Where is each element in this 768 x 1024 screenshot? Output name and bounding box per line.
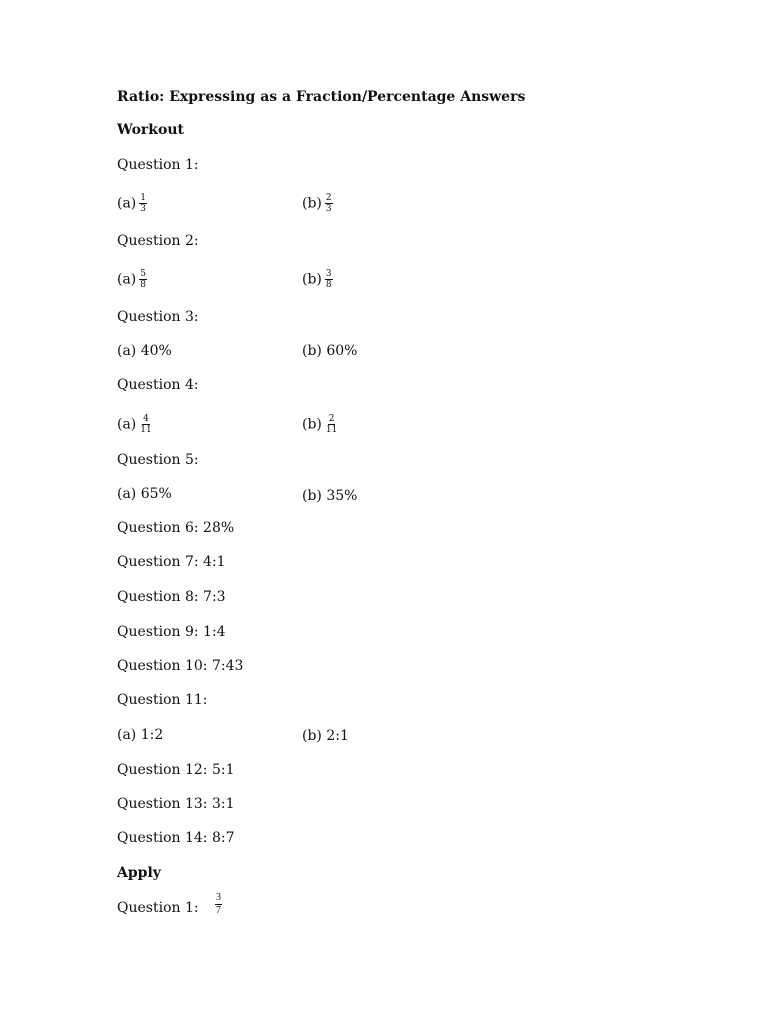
fraction-numerator: 2 (325, 193, 332, 203)
fraction (139, 414, 152, 435)
fraction-denominator: 7 (216, 905, 221, 916)
fraction-denominator: 3 (140, 204, 147, 214)
question-11-answer-b: (b) 2:1 (302, 728, 349, 744)
question-2-answer-a (117, 269, 147, 290)
page-title: Ratio: Expressing as a Fraction/Percentage Answers (117, 89, 526, 105)
question-5-answer-b: (b) 35% (302, 488, 358, 504)
question-1-answer-b (302, 193, 333, 214)
question-1-answer-a (117, 193, 147, 214)
fraction-numerator: 4 (143, 414, 149, 424)
fraction-denominator: 11 (325, 425, 338, 435)
question-5-answer-a: (a) 65% (117, 486, 172, 502)
fraction-denominator: 3 (325, 204, 332, 214)
answer-prefix: (b) (302, 416, 322, 433)
answer-prefix: (b) (302, 195, 322, 212)
question-8: Question 8: 7:3 (117, 589, 226, 605)
apply-question-1-answer (212, 892, 222, 917)
question-2-label: Question 2: (117, 233, 199, 249)
fraction-numerator: 5 (140, 269, 147, 279)
question-4-label: Question 4: (117, 377, 199, 393)
fraction (215, 892, 222, 917)
fraction-numerator: 2 (328, 414, 335, 424)
question-2-answer-b (302, 269, 333, 290)
question-12: Question 12: 5:1 (117, 762, 235, 778)
question-4-answer-a (117, 414, 153, 435)
fraction-numerator: 1 (140, 193, 147, 203)
question-3-answer-a: (a) 40% (117, 343, 172, 359)
fraction (325, 193, 333, 214)
fraction (325, 414, 338, 435)
apply-question-1-label: Question 1: (117, 900, 199, 916)
question-9: Question 9: 1:4 (117, 624, 226, 640)
question-11-answer-a: (a) 1:2 (117, 727, 164, 743)
fraction-denominator: 11 (140, 425, 152, 435)
fraction (325, 269, 333, 290)
question-3-answer-b: (b) 60% (302, 343, 358, 359)
fraction-numerator: 3 (325, 269, 332, 279)
fraction-denominator: 8 (140, 280, 147, 290)
section-heading-workout: Workout (117, 122, 184, 138)
answer-prefix: (a) (117, 195, 137, 212)
answer-prefix: (a) (117, 416, 137, 433)
question-3-label: Question 3: (117, 309, 199, 325)
answer-prefix: (a) (117, 271, 137, 288)
fraction (139, 269, 147, 290)
question-10: Question 10: 7:43 (117, 658, 244, 674)
question-14: Question 14: 8:7 (117, 830, 235, 846)
fraction-denominator: 8 (325, 280, 332, 290)
question-11-label: Question 11: (117, 692, 208, 708)
section-heading-apply: Apply (117, 865, 161, 881)
question-5-label: Question 5: (117, 452, 199, 468)
question-7: Question 7: 4:1 (117, 554, 226, 570)
question-4-answer-b (302, 414, 338, 435)
fraction-numerator: 3 (216, 892, 221, 903)
question-6: Question 6: 28% (117, 520, 235, 536)
fraction (139, 193, 147, 214)
question-13: Question 13: 3:1 (117, 796, 235, 812)
answer-prefix: (b) (302, 271, 322, 288)
question-1-label: Question 1: (117, 157, 199, 173)
